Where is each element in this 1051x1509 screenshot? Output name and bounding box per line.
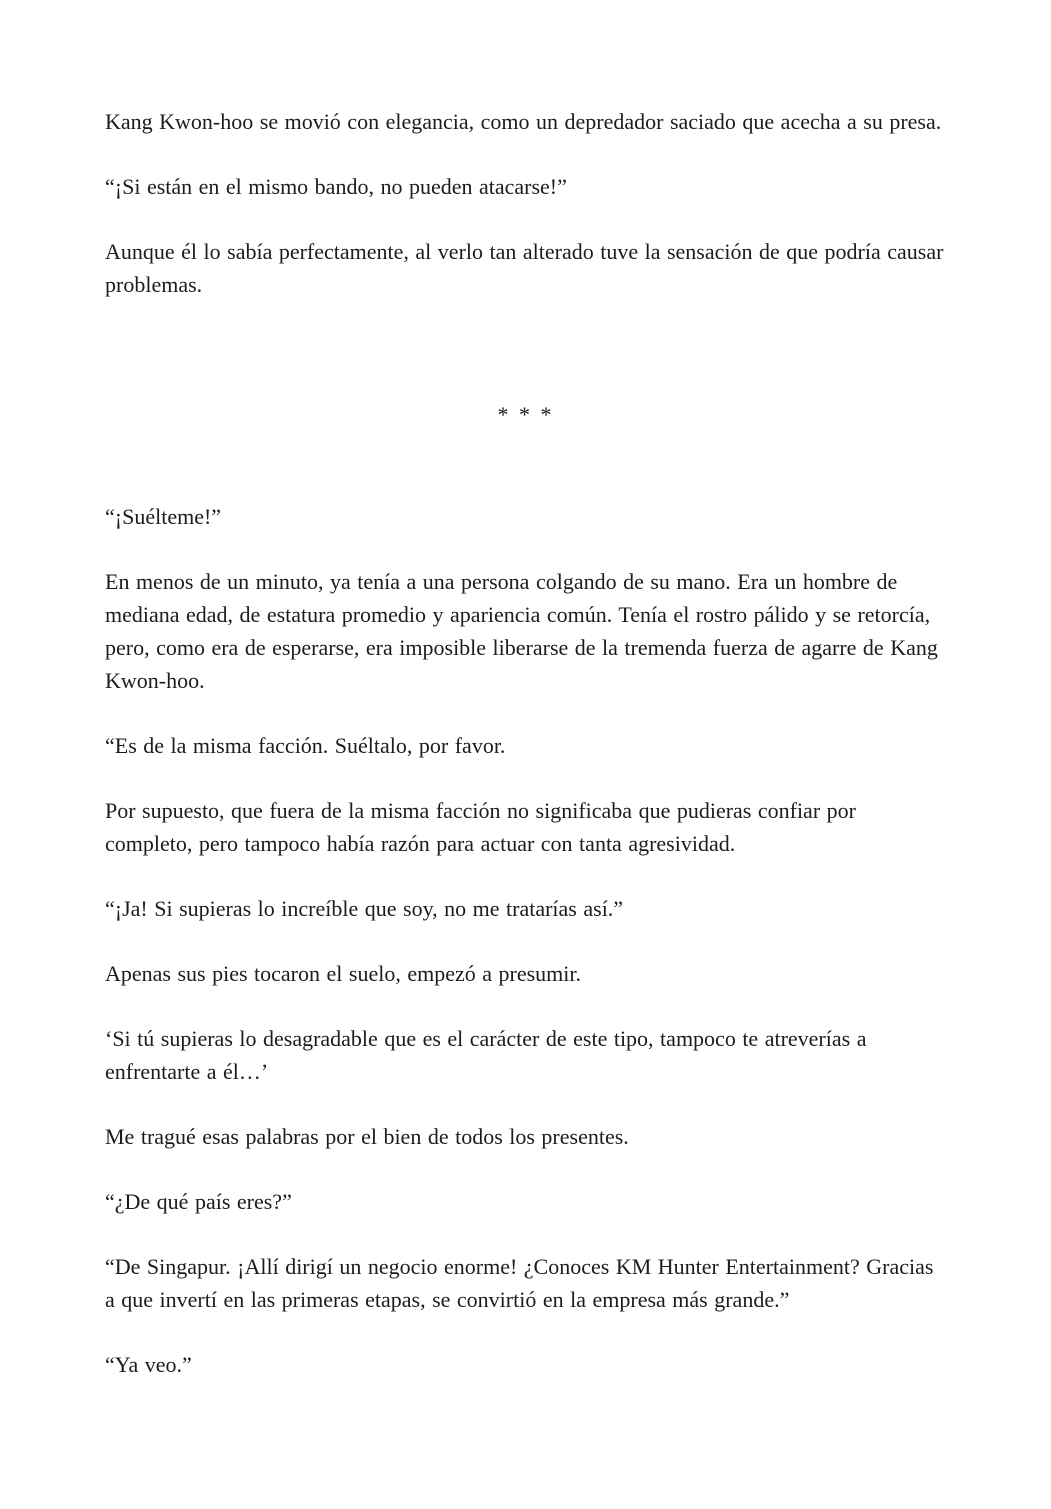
paragraph: Por supuesto, que fuera de la misma facción no significaba que pudieras confiar por completo, pero tampoco había razón para actuar con tanta agresividad.: [105, 798, 856, 856]
paragraph: “¿De qué país eres?”: [105, 1189, 292, 1214]
paragraph: En menos de un minuto, ya tenía a una persona colgando de su mano. Era un hombre de mediana edad, de estatura promedio y apariencia común. Tenía el rostro pálido y se retorcía, pero, como era de esperarse, era imposible liberarse de la tremenda fuerza de agarre de Kang Kwon-hoo.: [105, 569, 938, 693]
paragraph: “Ya veo.”: [105, 1352, 192, 1377]
paragraph: “¡Ja! Si supieras lo increíble que soy, no me tratarías así.”: [105, 896, 624, 921]
paragraph: Aunque él lo sabía perfectamente, al verlo tan alterado tuve la sensación de que podría causar problemas.: [105, 239, 944, 297]
paragraph: “¡Si están en el mismo bando, no pueden atacarse!”: [105, 174, 567, 199]
paragraph: Apenas sus pies tocaron el suelo, empezó a presumir.: [105, 961, 581, 986]
scene-divider: * * *: [497, 402, 554, 427]
paragraph: ‘Si tú supieras lo desagradable que es el carácter de este tipo, tampoco te atreverías a enfrentarte a él…’: [105, 1026, 867, 1084]
paragraph: “Es de la misma facción. Suéltalo, por favor.: [105, 733, 506, 758]
paragraph: Me tragué esas palabras por el bien de todos los presentes.: [105, 1124, 629, 1149]
paragraph: “De Singapur. ¡Allí dirigí un negocio enorme! ¿Conoces KM Hunter Entertainment? Gracias a que invertí en las primeras etapas, se convirtió en la empresa más grande.”: [105, 1254, 934, 1312]
paragraph: Kang Kwon-hoo se movió con elegancia, como un depredador saciado que acecha a su presa.: [105, 109, 942, 134]
paragraph: “¡Suélteme!”: [105, 504, 222, 529]
